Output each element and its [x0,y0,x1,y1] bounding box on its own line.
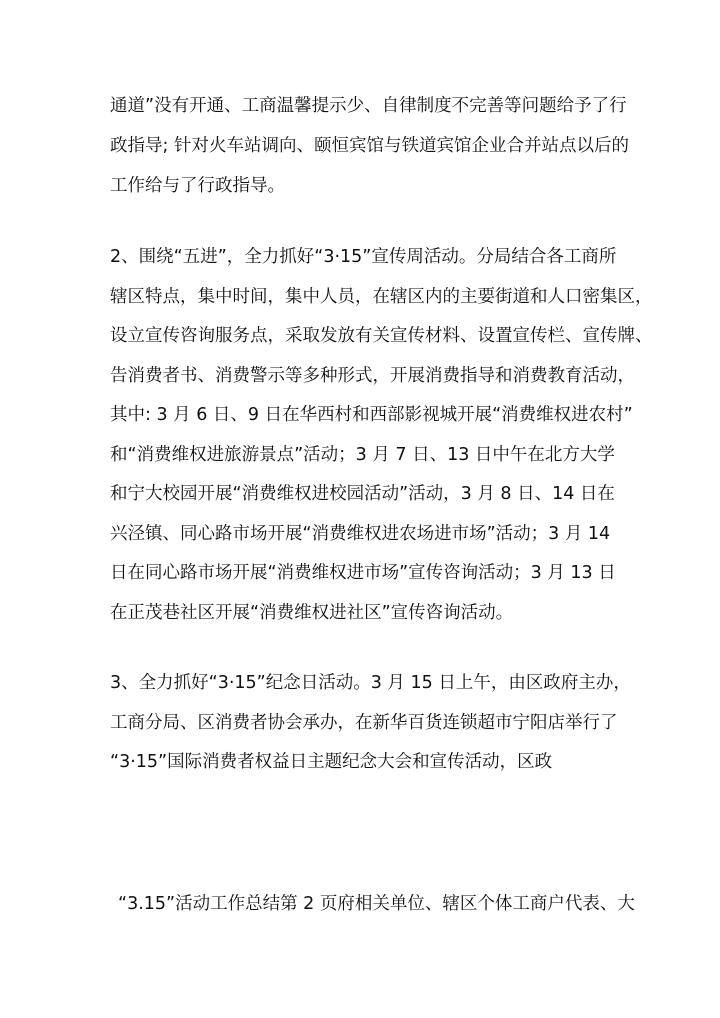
text-line: 工作给与了行政指导。 [110,176,285,196]
text-line: 其中: 3 月 6 日、9 日在华西村和西部影视城开展“消费维权进农村” [110,405,633,425]
text-line: 日在同心路市场开展“消费维权进市场”宣传咨询活动；3 月 13 日 [110,563,616,583]
text-line: 工商分局、区消费者协会承办，在新华百货连锁超市宁阳店举行了 [110,713,618,733]
text-line: 和宁大校园开展“消费维权进校园活动”活动，3 月 8 日、14 日在 [110,484,615,504]
text-line: 通道”没有开通、工商温馨提示少、自律制度不完善等问题给予了行 [110,96,627,116]
text-line: “3.15”活动工作总结第 2 页府相关单位、辖区个体工商户代表、大 [118,894,635,914]
text-line: 兴泾镇、同心路市场开展“消费维权进农场进市场”活动；3 月 14 [110,524,611,544]
text-line: 2、围绕“五进”，全力抓好“3·15”宣传周活动。分局结合各工商所 [110,247,617,267]
text-line: 在正茂巷社区开展“消费维权进社区”宣传咨询活动。 [110,603,514,623]
text-line: “3·15”国际消费者权益日主题纪念大会和宣传活动，区政 [110,752,553,772]
text-line: 和“消费维权进旅游景点”活动；3 月 7 日、13 日中午在北方大学 [110,445,615,465]
text-line: 告消费者书、消费警示等多种形式，开展消费指导和消费教育活动， [110,366,635,386]
text-line: 设立宣传咨询服务点，采取发放有关宣传材料、设置宣传栏、宣传牌、 [110,326,653,346]
text-line: 3、全力抓好“3·15”纪念日活动。3 月 15 日上午，由区政府主办， [110,673,631,693]
text-line: 辖区特点，集中时间，集中人员，在辖区内的主要街道和人口密集区， [110,287,653,307]
text-line: 政指导; 针对火车站调向、颐恒宾馆与铁道宾馆企业合并站点以后的 [110,136,629,156]
